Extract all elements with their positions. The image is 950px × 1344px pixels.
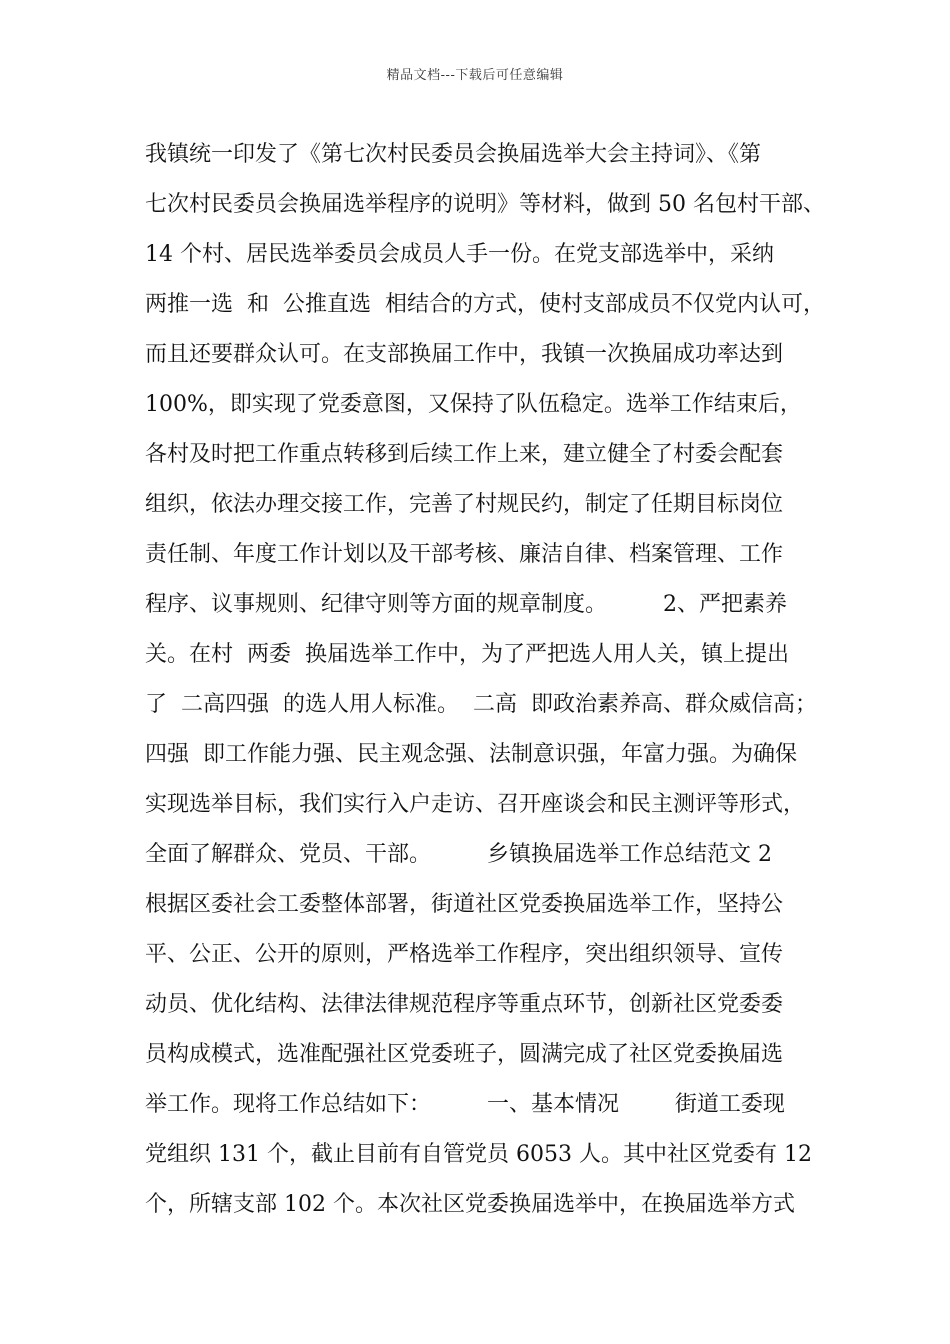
body-line: 组织，依法办理交接工作，完善了村规民约，制定了任期目标岗位 bbox=[145, 492, 784, 517]
body-line: 四强 即工作能力强、民主观念强、法制意识强，年富力强。为确保 bbox=[145, 742, 797, 767]
body-line: 动员、优化结构、法律法律规范程序等重点环节，创新社区党委委 bbox=[145, 992, 784, 1017]
body-line: 而且还要群众认可。在支部换届工作中，我镇一次换届成功率达到 bbox=[145, 342, 784, 367]
body-line: 员构成模式，选准配强社区党委班子，圆满完成了社区党委换届选 bbox=[145, 1042, 784, 1067]
body-line: 实现选举目标，我们实行入户走访、召开座谈会和民主测评等形式， bbox=[145, 792, 806, 817]
document-body bbox=[145, 130, 825, 1230]
body-line: 了 二高四强 的选人用人标准。 二高 即政治素养高、群众威信高； bbox=[145, 692, 817, 717]
body-line: 我镇统一印发了《第七次村民委员会换届选举大会主持词》、《第 bbox=[145, 142, 762, 167]
body-line: 14 个村、居民选举委员会成员人手一份。在党支部选举中，采纳 bbox=[145, 242, 774, 267]
body-line: 党组织 131 个，截止目前有自管党员 6053 人。其中社区党委有 12 bbox=[145, 1142, 812, 1167]
body-line: 两推一选 和 公推直选 相结合的方式，使村支部成员不仅党内认可， bbox=[145, 292, 825, 317]
body-line: 全面了解群众、党员、干部。 乡镇换届选举工作总结范文 2 bbox=[145, 842, 772, 867]
body-line: 平、公正、公开的原则，严格选举工作程序，突出组织领导、宣传 bbox=[145, 942, 784, 967]
body-line: 个，所辖支部 102 个。本次社区党委换届选举中，在换届选举方式 bbox=[145, 1192, 795, 1217]
body-line: 七次村民委员会换届选举程序的说明》等材料，做到 50 名包村干部、 bbox=[145, 192, 825, 217]
body-line: 关。在村 两委 换届选举工作中，为了严把选人用人关，镇上提出 bbox=[145, 642, 789, 667]
body-line: 责任制、年度工作计划以及干部考核、廉洁自律、档案管理、工作 bbox=[145, 542, 784, 567]
page-header: 精品文档---下载后可任意编辑 bbox=[386, 68, 564, 83]
body-line: 各村及时把工作重点转移到后续工作上来，建立健全了村委会配套 bbox=[145, 442, 784, 467]
body-line: 举工作。现将工作总结如下： 一、基本情况 街道工委现 bbox=[145, 1092, 785, 1117]
body-line: 根据区委社会工委整体部署，街道社区党委换届选举工作，坚持公 bbox=[145, 892, 784, 917]
body-line: 程序、议事规则、纪律守则等方面的规章制度。 2、严把素养 bbox=[145, 592, 787, 617]
body-line: 100%，即实现了党委意图，又保持了队伍稳定。选举工作结束后， bbox=[145, 392, 802, 417]
